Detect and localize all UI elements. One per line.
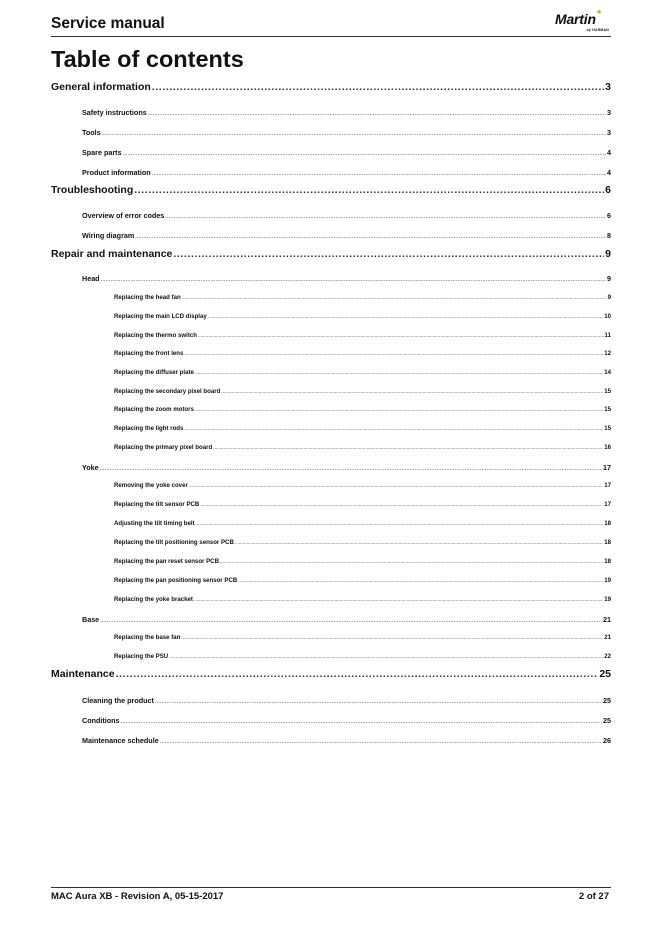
toc-entry[interactable] — [114, 444, 611, 451]
toc-entry[interactable] — [51, 668, 611, 680]
toc-entry-page: 12 — [604, 350, 611, 357]
toc-entry[interactable] — [82, 108, 611, 117]
toc-entry[interactable] — [114, 596, 611, 603]
toc-entry-label: Replacing the base fan — [114, 634, 181, 641]
toc-entry-page: 19 — [604, 577, 611, 584]
toc-entry-label: Replacing the pan positioning sensor PCB — [114, 577, 238, 584]
toc-entry-page: 26 — [603, 736, 611, 745]
toc-entry[interactable] — [82, 463, 611, 472]
toc-entry-page: 11 — [604, 332, 611, 339]
toc-entry[interactable] — [114, 634, 611, 641]
toc-dot-leader — [182, 295, 607, 301]
page-title: Table of contents — [51, 46, 244, 72]
table-of-contents — [51, 0, 611, 936]
toc-dot-leader — [135, 234, 606, 240]
toc-entry-page: 9 — [607, 294, 611, 301]
toc-entry-page: 3 — [605, 81, 611, 93]
toc-entry[interactable] — [82, 736, 611, 745]
toc-entry[interactable] — [82, 148, 611, 157]
toc-dot-leader — [148, 111, 606, 117]
toc-entry[interactable] — [114, 425, 611, 432]
toc-dot-leader — [181, 635, 603, 641]
toc-entry-label: Replacing the main LCD display — [114, 313, 207, 320]
toc-entry-page: 9 — [607, 274, 611, 283]
toc-entry-page: 6 — [607, 211, 611, 220]
toc-dot-leader — [198, 333, 604, 339]
toc-entry[interactable] — [82, 716, 611, 725]
toc-entry-label: Replacing the light rods — [114, 425, 184, 432]
toc-entry-page: 10 — [604, 313, 611, 320]
toc-entry-label: Replacing the zoom motors — [114, 406, 194, 413]
toc-dot-leader — [184, 351, 603, 357]
toc-entry-page: 17 — [604, 482, 611, 489]
toc-entry-label: General information — [51, 81, 151, 93]
toc-dot-leader — [220, 559, 603, 565]
toc-entry[interactable] — [51, 184, 611, 196]
footer-page-number: 2 of 27 — [578, 891, 609, 902]
toc-entry-page: 17 — [604, 501, 611, 508]
toc-entry-label: Head — [82, 274, 100, 283]
toc-entry-label: Replacing the diffuser plate — [114, 369, 194, 376]
toc-dot-leader — [121, 719, 602, 725]
toc-dot-leader — [194, 597, 603, 603]
logo-subtitle: by HARMAN — [586, 28, 609, 32]
toc-entry-page: 9 — [605, 248, 611, 260]
toc-entry-label: Base — [82, 615, 100, 624]
toc-entry[interactable] — [114, 520, 611, 527]
toc-entry-label: Overview of error codes — [82, 211, 165, 220]
toc-dot-leader — [200, 502, 603, 508]
toc-entry-label: Replacing the tilt positioning sensor PCB — [114, 539, 234, 546]
toc-entry-label: Troubleshooting — [51, 184, 134, 196]
toc-entry-label: Removing the yoke cover — [114, 482, 188, 489]
toc-dot-leader — [196, 521, 604, 527]
toc-dot-leader — [184, 426, 603, 432]
toc-entry-page: 18 — [604, 558, 611, 565]
toc-entry[interactable] — [114, 350, 611, 357]
toc-dot-leader — [152, 81, 604, 93]
toc-entry[interactable] — [114, 388, 611, 395]
toc-dot-leader — [102, 131, 606, 137]
toc-entry-label: Tools — [82, 128, 101, 137]
toc-entry[interactable] — [114, 332, 611, 339]
toc-dot-leader — [160, 739, 602, 745]
toc-entry-page: 15 — [604, 406, 611, 413]
toc-entry-page: 15 — [604, 425, 611, 432]
toc-entry-label: Replacing the tilt sensor PCB — [114, 501, 200, 508]
toc-entry-page: 21 — [603, 615, 611, 624]
toc-entry-page: 18 — [604, 520, 611, 527]
toc-entry[interactable] — [114, 294, 611, 301]
toc-entry-page: 6 — [605, 184, 611, 196]
toc-entry-page: 3 — [607, 108, 611, 117]
toc-entry[interactable] — [114, 558, 611, 565]
toc-entry[interactable] — [114, 369, 611, 376]
toc-entry-label: Maintenance — [51, 668, 115, 680]
toc-entry-page: 4 — [607, 148, 611, 157]
toc-dot-leader — [195, 370, 603, 376]
toc-entry[interactable] — [114, 501, 611, 508]
toc-entry-label: Maintenance schedule — [82, 736, 159, 745]
toc-entry-page: 22 — [604, 653, 611, 660]
toc-entry-label: Replacing the secondary pixel board — [114, 388, 221, 395]
footer-document-info: MAC Aura XB - Revision A, 05-15-2017 — [51, 891, 224, 902]
toc-dot-leader — [169, 654, 603, 660]
toc-dot-leader — [134, 184, 604, 196]
toc-entry-page: 25 — [603, 716, 611, 725]
toc-dot-leader — [238, 578, 603, 584]
toc-entry-label: Yoke — [82, 463, 99, 472]
toc-entry-page: 17 — [603, 463, 611, 472]
toc-entry-label: Replacing the pan reset sensor PCB — [114, 558, 219, 565]
toc-dot-leader — [155, 699, 602, 705]
logo-wordmark: Martin — [555, 11, 596, 27]
toc-entry-page: 19 — [604, 596, 611, 603]
toc-entry-page: 25 — [599, 668, 611, 680]
toc-entry-page: 3 — [607, 128, 611, 137]
toc-entry[interactable] — [114, 653, 611, 660]
toc-entry-label: Replacing the head fan — [114, 294, 181, 301]
toc-entry-label: Replacing the thermo switch — [114, 332, 197, 339]
page-footer — [51, 887, 611, 908]
toc-dot-leader — [100, 466, 602, 472]
toc-entry-page: 4 — [607, 168, 611, 177]
toc-dot-leader — [123, 151, 606, 157]
toc-entry-label: Wiring diagram — [82, 231, 135, 240]
toc-entry-page: 14 — [604, 369, 611, 376]
toc-entry[interactable] — [82, 274, 611, 283]
toc-entry-page: 25 — [603, 696, 611, 705]
toc-entry-label: Repair and maintenance — [51, 248, 173, 260]
toc-dot-leader — [152, 171, 606, 177]
logo-star-icon: ★ — [596, 9, 603, 16]
toc-entry-label: Conditions — [82, 716, 120, 725]
toc-entry[interactable] — [114, 539, 611, 546]
toc-entry[interactable] — [82, 211, 611, 220]
toc-dot-leader — [100, 618, 602, 624]
toc-entry[interactable] — [82, 168, 611, 177]
toc-entry[interactable] — [82, 696, 611, 705]
toc-entry[interactable] — [114, 577, 611, 584]
toc-entry[interactable] — [114, 406, 611, 413]
toc-entry[interactable] — [82, 615, 611, 624]
toc-entry[interactable] — [114, 482, 611, 489]
toc-dot-leader — [195, 407, 603, 413]
toc-entry[interactable] — [82, 128, 611, 137]
toc-entry[interactable] — [114, 313, 611, 320]
toc-entry-label: Cleaning the product — [82, 696, 154, 705]
toc-entry-page: 16 — [604, 444, 611, 451]
toc-entry-label: Adjusting the tilt timing belt — [114, 520, 195, 527]
toc-dot-leader — [213, 445, 603, 451]
toc-entry-label: Product information — [82, 168, 151, 177]
toc-entry-label: Replacing the yoke bracket — [114, 596, 193, 603]
toc-entry[interactable] — [51, 81, 611, 93]
toc-dot-leader — [173, 248, 604, 260]
toc-entry-page: 15 — [604, 388, 611, 395]
toc-dot-leader — [221, 389, 603, 395]
toc-dot-leader — [101, 277, 606, 283]
toc-entry-page: 21 — [604, 634, 611, 641]
toc-dot-leader — [165, 214, 606, 220]
toc-entry-label: Safety instructions — [82, 108, 147, 117]
toc-entry[interactable] — [82, 231, 611, 240]
toc-entry-page: 8 — [607, 231, 611, 240]
toc-dot-leader — [189, 483, 603, 489]
toc-dot-leader — [116, 668, 599, 680]
toc-entry-label: Replacing the primary pixel board — [114, 444, 213, 451]
toc-entry-label: Replacing the front lens — [114, 350, 184, 357]
toc-entry[interactable] — [51, 248, 611, 260]
toc-entry-page: 18 — [604, 539, 611, 546]
toc-entry-label: Spare parts — [82, 148, 122, 157]
toc-dot-leader — [208, 314, 603, 320]
toc-dot-leader — [235, 540, 603, 546]
toc-entry-label: Replacing the PSU — [114, 653, 169, 660]
header-title: Service manual — [51, 15, 165, 32]
